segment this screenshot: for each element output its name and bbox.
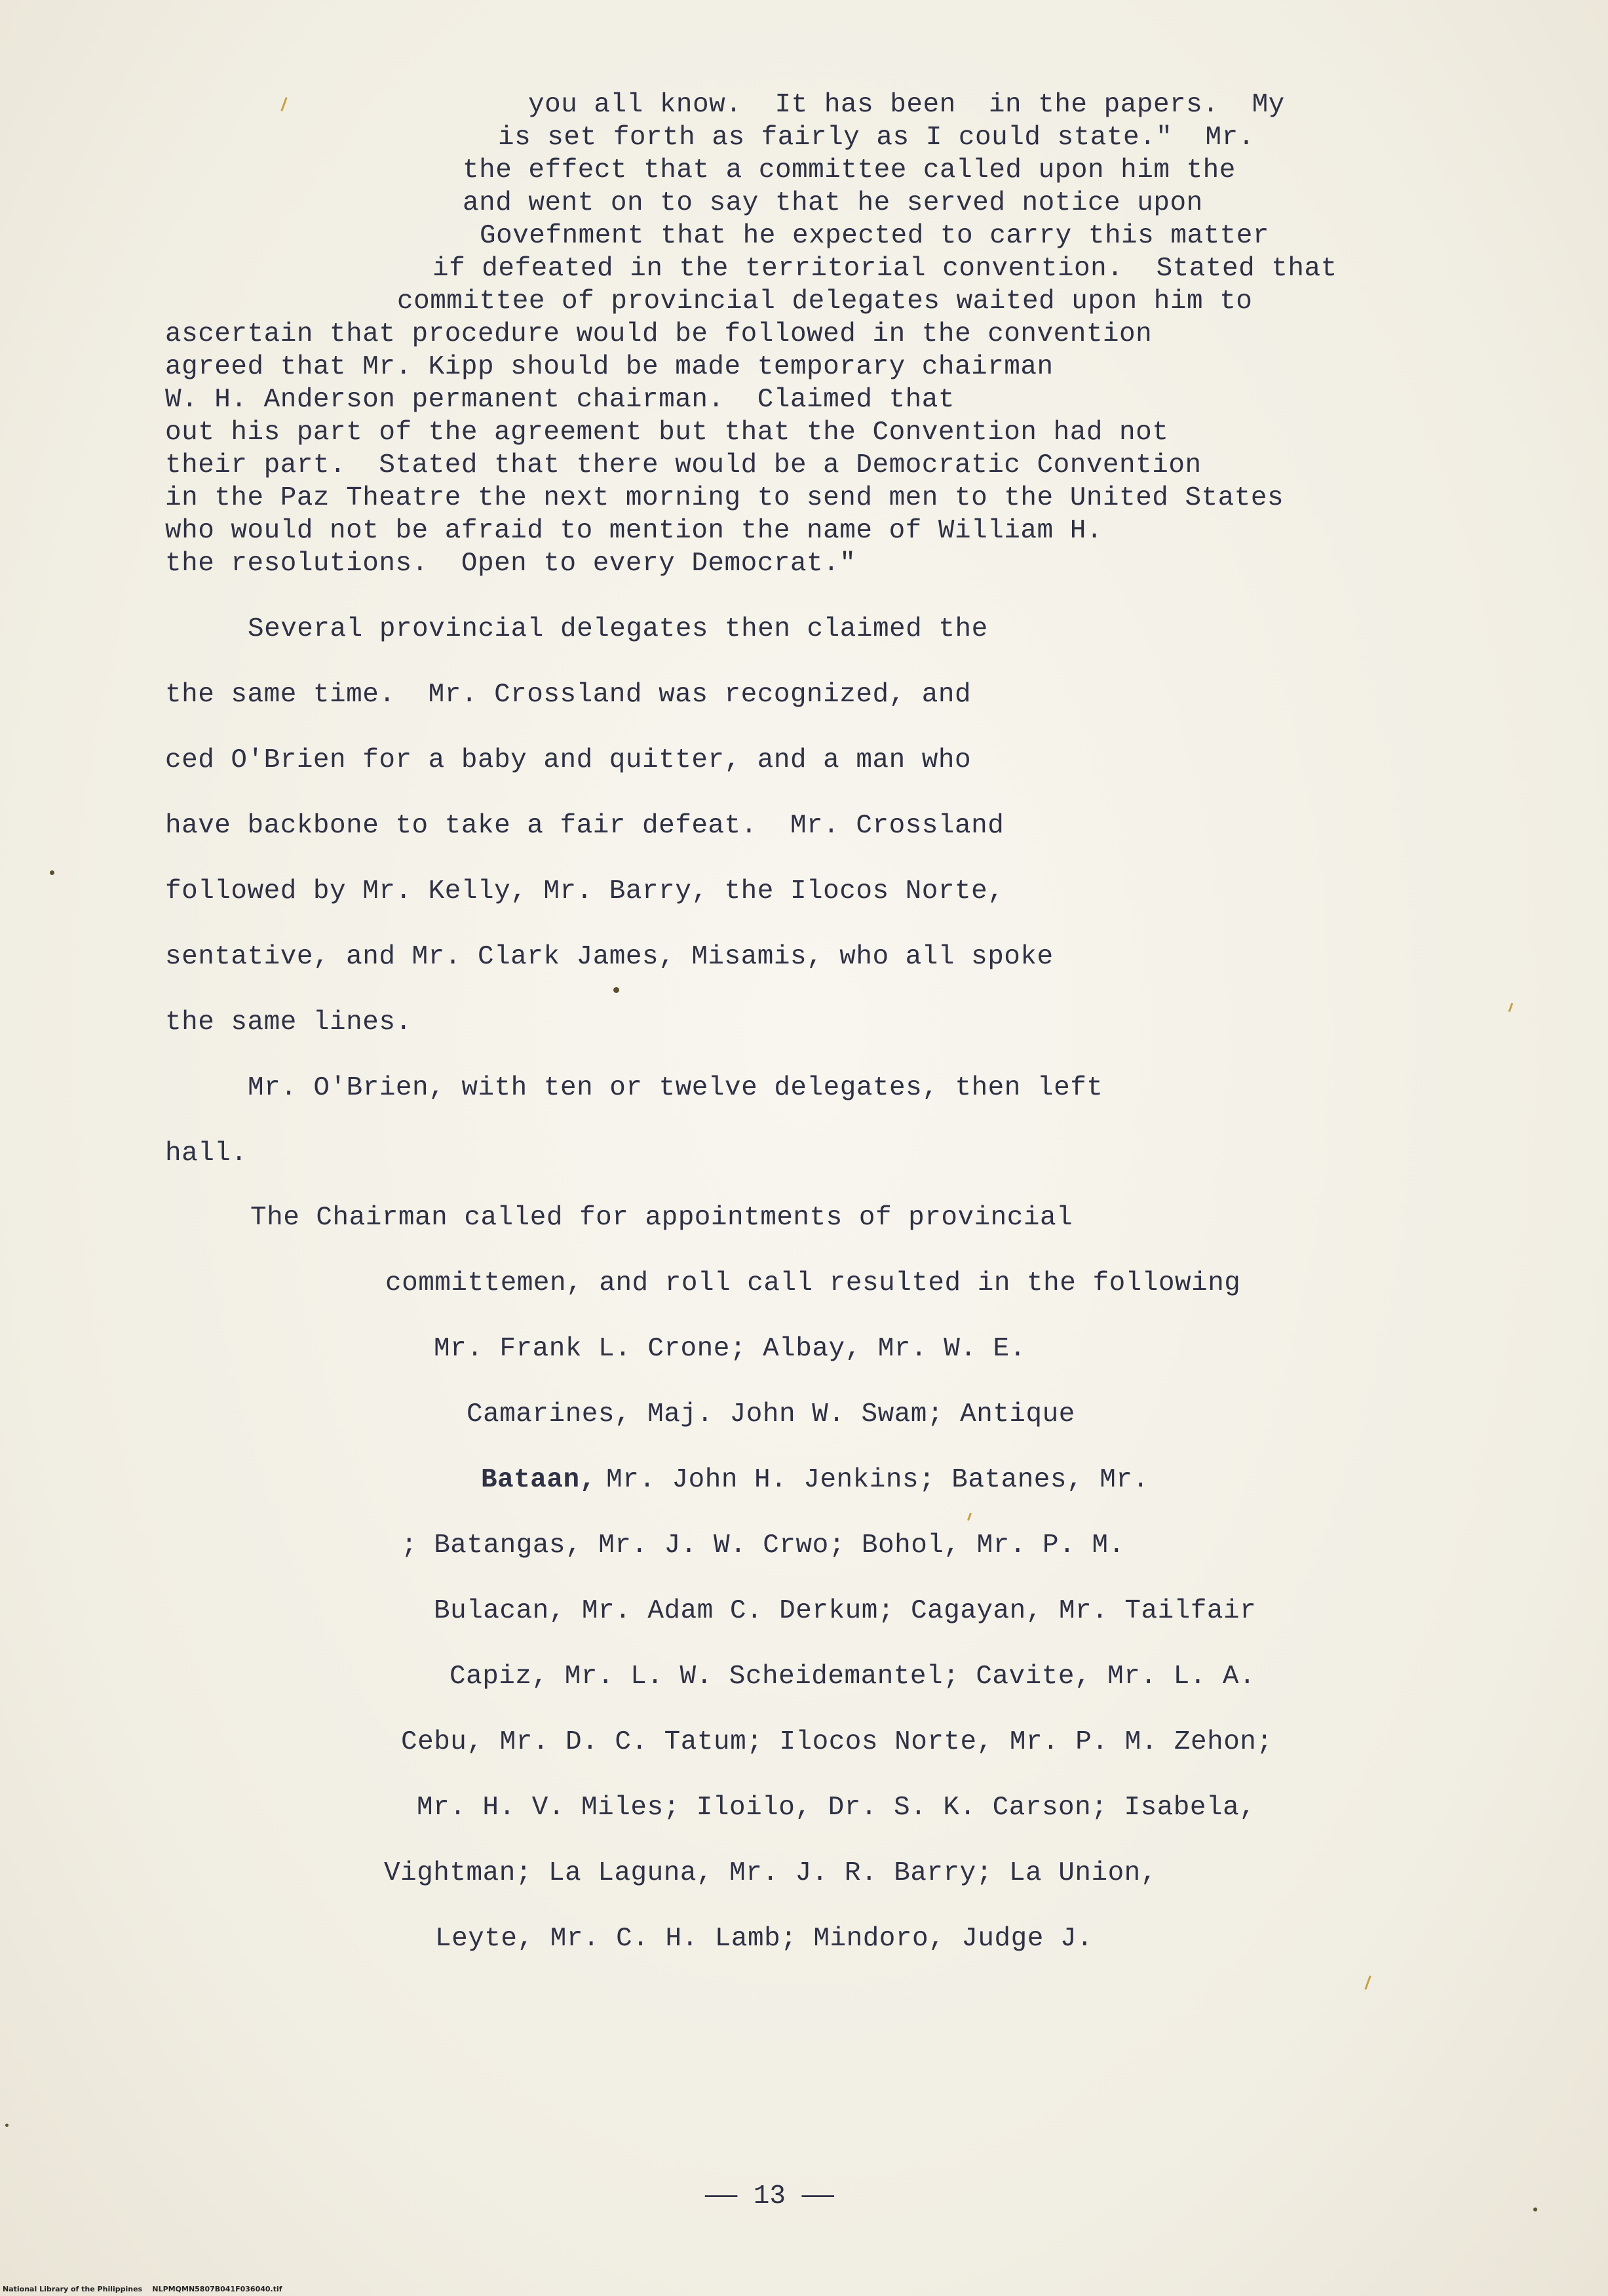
text-line: Mr. H. V. Miles; Iloilo, Dr. S. K. Carson; Isabela, [417,1793,1256,1823]
text-line: hall. [165,1138,248,1169]
text-line-bold: Bataan, [481,1465,596,1495]
text-line: committee of provincial delegates waited upon him to [397,286,1253,317]
text-line: the same time. Mr. Crossland was recognized, and [165,680,972,710]
text-line: who would not be afraid to mention the name of William H. [165,516,1103,546]
text-line: sentative, and Mr. Clark James, Misamis, who all spoke [165,942,1054,972]
text-line: Capiz, Mr. L. W. Scheidemantel; Cavite, Mr. L. A. [450,1662,1256,1692]
text-line: Mr. John H. Jenkins; Batanes, Mr. [590,1465,1149,1495]
text-line: you all know. It has been in the papers. My [528,90,1285,120]
text-line: Cebu, Mr. D. C. Tatum; Ilocos Norte, Mr. P. M. Zehon; [401,1727,1273,1757]
text-line: the same lines. [165,1007,412,1038]
ink-speck [1533,2208,1537,2211]
scan-footer: National Library of the Philippines NLPMQMN5807B041F036040.tif [3,2285,282,2293]
text-line: agreed that Mr. Kipp should be made temporary chairman [165,352,1054,382]
ink-speck [50,870,54,875]
ink-speck [613,987,619,993]
text-line: ced O'Brien for a baby and quitter, and a man who [165,745,972,775]
text-line: ; Batangas, Mr. J. W. Crwo; Bohol, Mr. P. M. [401,1530,1125,1561]
page-number: —— 13 —— [705,2181,834,2211]
text-line: their part. Stated that there would be a Democratic Convention [165,450,1202,480]
text-line: Mr. O'Brien, with ten or twelve delegates, then left [248,1073,1103,1103]
paper-mark [1364,1975,1371,1990]
paper-mark [1508,1003,1514,1012]
text-line: Mr. Frank L. Crone; Albay, Mr. W. E. [434,1334,1026,1364]
text-line: Camarines, Maj. John W. Swam; Antique [467,1399,1075,1430]
text-line: and went on to say that he served notice upon [463,188,1203,218]
text-line: if defeated in the territorial convention. Stated that [432,254,1337,284]
text-line: ascertain that procedure would be followed in the convention [165,319,1153,349]
paper-mark [280,97,287,111]
text-line: Bulacan, Mr. Adam C. Derkum; Cagayan, Mr. Tailfair [434,1596,1257,1626]
text-line: Vightman; La Laguna, Mr. J. R. Barry; La Union, [384,1858,1157,1888]
text-line: the effect that a committee called upon him the [463,155,1236,185]
text-line: Several provincial delegates then claimed the [248,614,988,644]
text-line: is set forth as fairly as I could state." Mr. [498,123,1255,153]
text-line: have backbone to take a fair defeat. Mr. Crossland [165,811,1005,841]
text-line: The Chairman called for appointments of provincial [250,1203,1073,1233]
text-line: Leyte, Mr. C. H. Lamb; Mindoro, Judge J. [435,1924,1094,1954]
text-line: the resolutions. Open to every Democrat." [165,549,856,579]
text-line: followed by Mr. Kelly, Mr. Barry, the Ilocos Norte, [165,876,1005,906]
text-line: W. H. Anderson permanent chairman. Claimed that [165,385,955,415]
text-line: in the Paz Theatre the next morning to send men to the United States [165,483,1284,513]
ink-speck [5,2124,9,2127]
text-line: out his part of the agreement but that the Convention had not [165,418,1169,448]
text-line: Govefnment that he expected to carry this matter [480,221,1269,251]
paper-mark [967,1513,972,1521]
text-line: committemen, and roll call resulted in the following [385,1268,1241,1298]
